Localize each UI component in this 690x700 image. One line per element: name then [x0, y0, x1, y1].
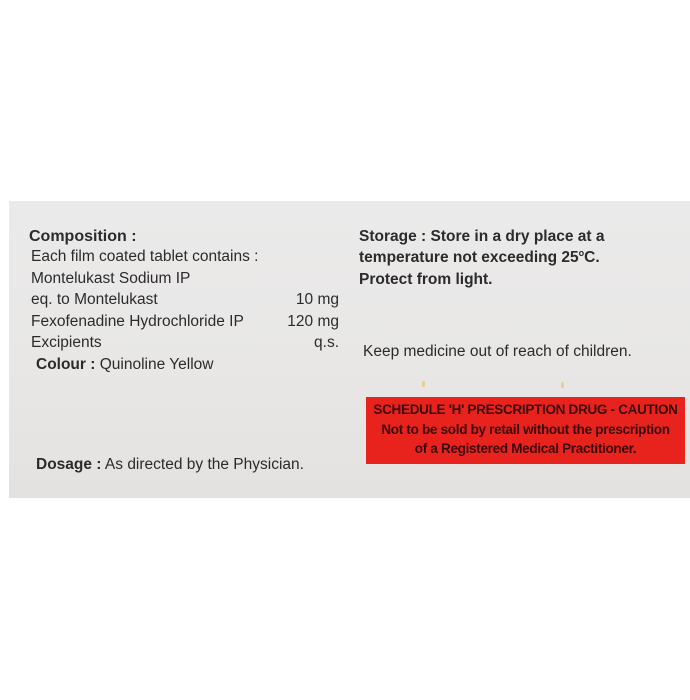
- composition-heading: Composition :: [29, 228, 137, 245]
- colour-line: [36, 356, 213, 374]
- caution-line-2: of a Registered Medical Practitioner.: [414, 441, 637, 456]
- dosage-label: Dosage :: [36, 456, 102, 473]
- ingredient-name: eq. to Montelukast: [31, 291, 158, 308]
- carton-panel: [9, 201, 690, 498]
- storage-line-2: [359, 249, 600, 267]
- carton-speck: [561, 382, 564, 388]
- ingredient-name: Fexofenadine Hydrochloride IP: [31, 313, 244, 330]
- colour-label: Colour :: [36, 356, 96, 373]
- storage-temp-unit: C.: [584, 249, 600, 266]
- caution-title: SCHEDULE 'H' PRESCRIPTION DRUG - CAUTION: [373, 402, 678, 417]
- storage-temp-text: temperature not exceeding 25: [359, 249, 579, 266]
- ingredient-amount: 120 mg: [287, 313, 339, 330]
- ingredient-name: Montelukast Sodium IP: [31, 270, 191, 287]
- dosage-line: [36, 456, 304, 474]
- caution-line-1: Not to be sold by retail without the prescription: [381, 422, 670, 437]
- ingredient-amount: q.s.: [314, 334, 339, 351]
- schedule-h-caution-box: [366, 397, 685, 464]
- composition-intro: Each film coated tablet contains :: [31, 248, 259, 265]
- storage-line-1: Storage : Store in a dry place at a: [359, 228, 605, 245]
- carton-speck: [422, 381, 425, 387]
- dosage-value: As directed by the Physician.: [104, 456, 304, 473]
- ingredient-name: Excipients: [31, 334, 102, 351]
- degree-sign: o: [578, 247, 585, 258]
- colour-value: Quinoline Yellow: [99, 356, 214, 373]
- ingredient-amount: 10 mg: [295, 291, 339, 308]
- storage-line-3: Protect from light.: [359, 271, 493, 288]
- keep-away-notice: Keep medicine out of reach of children.: [363, 343, 632, 360]
